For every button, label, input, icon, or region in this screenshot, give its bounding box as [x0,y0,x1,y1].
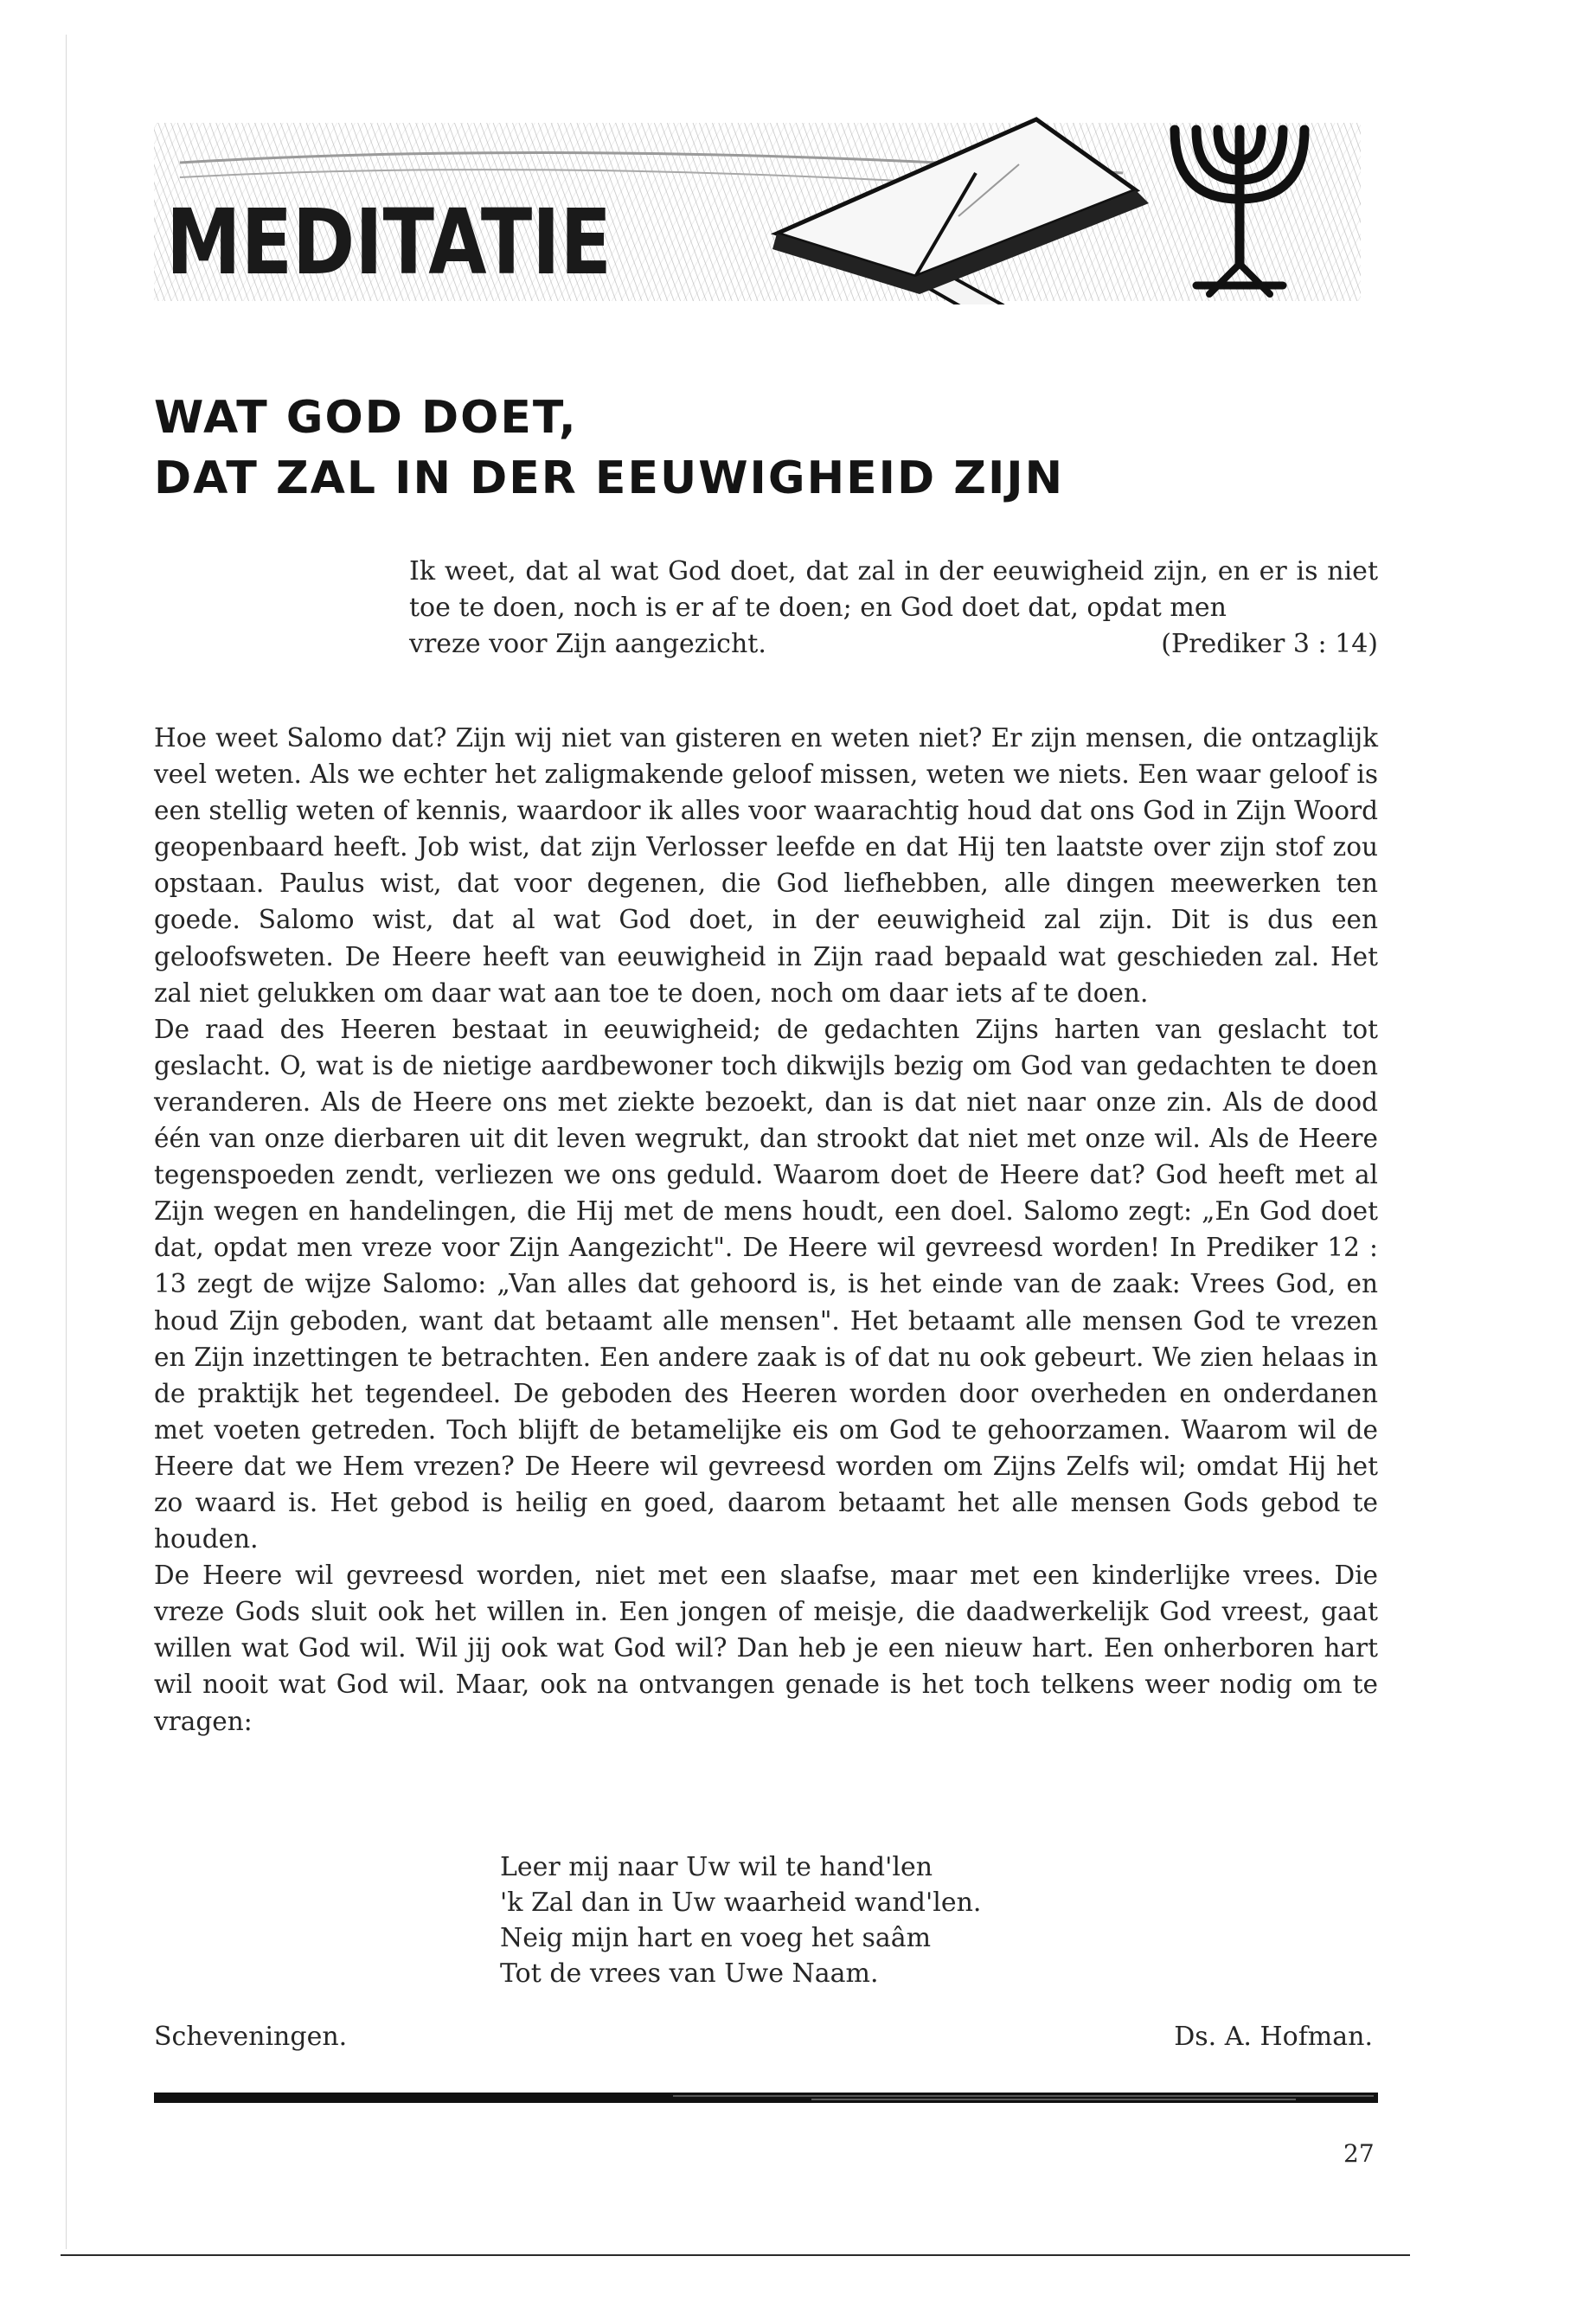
poem-line: Tot de vrees van Uwe Naam. [500,1958,879,1989]
author: Ds. A. Hofman. [1174,2022,1373,2052]
quote-last-line: vreze voor Zijn aangezicht. [409,629,766,659]
body-paragraph: De Heere wil gevreesd worden, niet met een slaafse, maar met een kinderlijke vrees. Die vreze Gods sluit ook het willen in. Een jongen of meisje, die daadwerkelijk God vreest, gaat willen wat God wil. Wil jij ook wat God wil? Dan heb je een nieuw hart. Een onherboren hart wil nooit wat God wil. Maar, ook na ontvangen genade is het toch telkens weer nodig om te vragen: [154,1561,1378,1736]
title-line-2: DAT ZAL IN DER EEUWIGHEID ZIJN [154,452,1065,504]
poem [500,1849,1192,1991]
bottom-edge-line [61,2254,1410,2256]
poem-line: Leer mij naar Uw wil te hand'len [500,1852,933,1882]
banner-label: MEDITATIE [166,189,612,295]
scan-margin-line [66,35,67,2249]
poem-line: Neig mijn hart en voeg het saâm [500,1923,932,1953]
decorative-rule [154,2093,1378,2103]
place: Scheveningen. [154,2022,348,2052]
quote-source: (Prediker 3 : 14) [1161,629,1378,659]
article-body [154,720,1378,1740]
poem-line: 'k Zal dan in Uw waarheid wand'len. [500,1888,982,1918]
article-title [154,388,1382,509]
meditatie-banner [154,112,1361,304]
page-number: 27 [1343,2139,1375,2168]
body-paragraph: De raad des Heeren bestaat in eeuwigheid; de gedachten Zijns harten van geslacht tot geslacht. O, wat is de nietige aardbewoner toch dikwijls bezig om God van gedachten te doen veranderen. Als de Heere ons met ziekte bezoekt, dan is dat niet naar onze zin. Als de dood één van onze dierbaren uit dit leven wegrukt, dan strookt dat niet met onze wil. Als de Heere tegenspoeden zendt, verliezen we ons geduld. Waarom doet de Heere dat? God heeft met al Zijn wegen en handelingen, die Hij met de mens houdt, een doel. Salomo zegt: „En God doet dat, opdat men vreze voor Zijn Aangezicht". De Heere wil gevreesd worden! In Prediker 12 : 13 zegt de wijze Salomo: „Van alles dat gehoord is, is het einde van de zaak: Vrees God, en houd Zijn geboden, want dat betaamt alle mensen". Het betaamt alle mensen God te vrezen en Zijn inzettingen te betrachten. Een andere zaak is of dat nu ook gebeurt. We zien helaas in de praktijk het tegendeel. De geboden des Heeren worden door overheden en onderdanen met voeten getreden. Toch blijft de betamelijke eis om God te gehoorzamen. Waarom wil de Heere dat we Hem vrezen? De Heere wil gevreesd worden om Zijns Zelfs wil; omdat Hij het zo waard is. Het gebod is heilig en goed, daarom betaamt het alle mensen Gods gebod te houden. [154,1014,1378,1554]
scripture-quote [409,554,1378,663]
body-paragraph: Hoe weet Salomo dat? Zijn wij niet van gisteren en weten niet? Er zijn mensen, die ontzaglijk veel weten. Als we echter het zaligmakende geloof missen, weten we niets. Een waar geloof is een stellig weten of kennis, waardoor ik alles voor waarachtig houd dat ons God in Zijn Woord geopenbaard heeft. Job wist, dat zijn Verlosser leefde en dat Hij ten laatste over zijn stof zou opstaan. Paulus wist, dat voor degenen, die God liefhebben, alle dingen meewerken ten goede. Salomo wist, dat al wat God doet, in der eeuwigheid zal zijn. Dit is dus een geloofsweten. De Heere heeft van eeuwigheid in Zijn raad bepaald wat geschieden zal. Het zal niet gelukken om daar wat aan toe te doen, noch om daar iets af te doen. [154,723,1378,1008]
title-line-1: WAT GOD DOET, [154,392,578,444]
quote-text: Ik weet, dat al wat God doet, dat zal in der eeuwigheid zijn, en er is niet toe te doen, noch is er af te doen; en God doet dat, opdat men [409,556,1378,623]
